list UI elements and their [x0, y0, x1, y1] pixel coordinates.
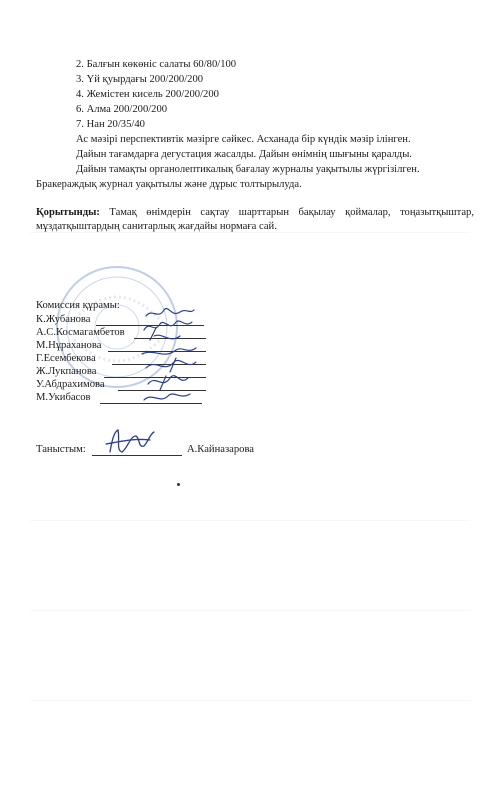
commission-member: К.Жубанова — [36, 314, 91, 325]
ink-dot — [177, 483, 180, 486]
note-tasting: Дайын тағамдарға дегустация жасалды. Дайын өнімнің шығыны қаралды. — [76, 149, 412, 160]
acknowledgement-signature-icon — [104, 426, 160, 458]
bleed-through-line — [30, 700, 470, 701]
conclusion-text: Тамақ өнімдерін сақтау шарттарын бақылау қоймалар, тоңазытқыштар, мұздатқыштардың санитарлық жағдайы нормаға сай. — [36, 207, 474, 232]
acknowledgement-name: А.Кайназарова — [187, 444, 255, 455]
menu-item: 2. Балғын көкөніс салаты 60/80/100 — [76, 59, 237, 70]
commission-member: М.Нұраханова — [36, 340, 102, 351]
menu-item: 6. Алма 200/200/200 — [76, 104, 168, 115]
menu-item: 4. Жемістен кисель 200/200/200 — [76, 89, 219, 100]
note-journal: Дайын тамақты органолептикалық бағалау журналы уақытылы жүргізілген. — [76, 164, 420, 175]
commission-member: Ж.Лукпанова — [36, 366, 97, 377]
menu-item: 7. Нан 20/35/40 — [76, 119, 145, 130]
handwritten-signatures-icon — [140, 300, 200, 412]
commission-member: У.Абдрахимова — [36, 379, 105, 390]
bleed-through-line — [30, 520, 470, 521]
commission-title: Комиссия құрамы: — [36, 300, 120, 311]
note-brakerage: Бракераждық журнал уақытылы және дұрыс толтырылуда. — [36, 179, 302, 190]
acknowledgement-label: Таныстым: — [36, 444, 86, 455]
bleed-through-line — [30, 610, 470, 611]
commission-member: Г.Есембекова — [36, 353, 96, 364]
menu-item: 3. Үй қуырдағы 200/200/200 — [76, 74, 204, 85]
note-menu-match: Ас мәзірі перспективтік мәзірге сәйкес. Асханада бір күндік мәзір ілінген. — [76, 134, 411, 145]
commission-member: М.Укибасов — [36, 392, 91, 403]
commission-member: А.С.Космагамбетов — [36, 327, 125, 338]
conclusion-label: Қорытынды: — [36, 207, 100, 218]
conclusion-paragraph — [36, 206, 474, 234]
